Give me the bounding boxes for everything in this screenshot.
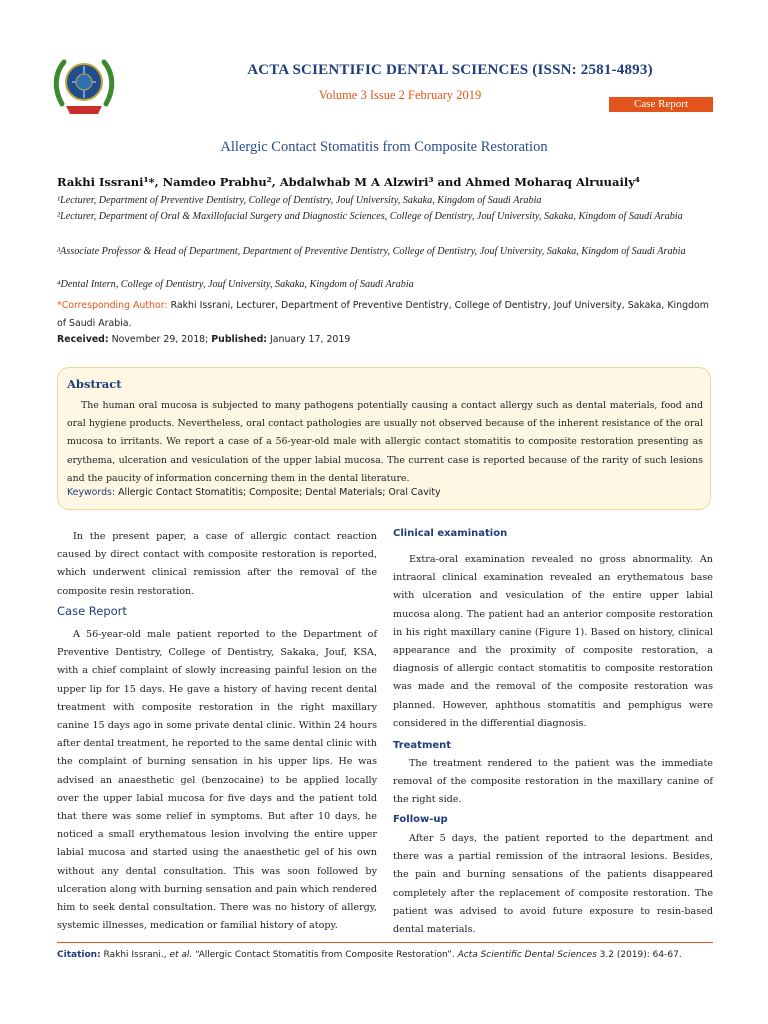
affiliation-4: ⁴Dental Intern, College of Dentistry, Jouf University, Sakaka, Kingdom of Saudi Arabia (57, 279, 414, 290)
corresponding-label: *Corresponding Author: (57, 300, 168, 311)
citation-ref: 3.2 (2019): 64-67. (599, 950, 682, 960)
treatment-text: The treatment rendered to the patient was the immediate removal of the composite restoration in the maxillary canine of the right side. (393, 758, 713, 806)
published-date: January 17, 2019 (270, 334, 351, 345)
intro-text: In the present paper, a case of allergic contact reaction caused by direct contact with composite restoration is reported, which underwent clinical remission after the removal of the composite resin restoration. (57, 531, 377, 597)
affiliation-1: ¹Lecturer, Department of Preventive Dentistry, College of Dentistry, Jouf University, Sakaka, Kingdom of Saudi Arabia (57, 195, 542, 206)
keywords-text: Allergic Contact Stomatitis; Composite; Dental Materials; Oral Cavity (118, 487, 441, 498)
dates-line (57, 334, 717, 345)
author-list: Rakhi Issrani¹*, Namdeo Prabhu², Abdalwhab M A Alzwiri³ and Ahmed Moharaq Alruuaily⁴ (57, 175, 640, 189)
clinical-paragraph (393, 551, 713, 733)
clinical-text: Extra-oral examination revealed no gross abnormality. An intraoral clinical examination revealed an erythematous base with ulceration and vesiculation of the entire upper labial mucosa along. The patient had an anterior composite restoration in his right maxillary canine (Figure 1). Based on history, clinical appearance and the proximity of composite restoration, a diagnosis of allergic contact stomatitis to composite restoration was made and the removal of the composite restoration was planned. However, aphthous stomatitis and pemphigus were considered in the differential diagnosis. (393, 554, 713, 729)
citation-etal: et al. (169, 950, 193, 960)
citation-authors: Rakhi Issrani., (103, 950, 167, 960)
followup-heading: Follow-up (393, 814, 448, 825)
followup-text: After 5 days, the patient reported to the department and there was a partial remission of the intraoral lesions. Besides, the pain and burning sensations of the patients disappeared completely after the replacement of composite restoration. The patient was advised to avoid future exposure to resin-based dental materials. (393, 833, 713, 936)
journal-title: ACTA SCIENTIFIC DENTAL SCIENCES (ISSN: 2581-4893) (247, 62, 653, 78)
published-label: Published: (211, 334, 268, 345)
treatment-paragraph (393, 755, 713, 810)
article-type-badge: Case Report (609, 97, 713, 112)
footer-rule (57, 942, 713, 943)
corresponding-author (57, 297, 717, 333)
citation-title: “Allergic Contact Stomatitis from Composite Restoration”. (195, 950, 455, 960)
citation (57, 950, 717, 960)
case-report-paragraph (57, 626, 377, 935)
case-report-heading: Case Report (57, 604, 127, 618)
intro-paragraph (57, 528, 377, 601)
corresponding-text: Rakhi Issrani, Lecturer, Department of Preventive Dentistry, College of Dentistry, Jouf University, Sakaka, Kingdom of Saudi Arabia. (57, 300, 709, 329)
received-label: Received: (57, 334, 109, 345)
followup-paragraph (393, 830, 713, 939)
abstract-heading: Abstract (67, 377, 122, 391)
volume-issue: Volume 3 Issue 2 February 2019 (318, 88, 482, 102)
received-date: November 29, 2018; (111, 334, 209, 345)
treatment-heading: Treatment (393, 740, 452, 751)
citation-journal: Acta Scientific Dental Sciences (457, 950, 597, 960)
affiliation-3: ³Associate Professor & Head of Department, Department of Preventive Dentistry, College of Dentistry, Jouf University, Sakaka, Kingdom of Saudi Arabia (57, 246, 686, 257)
keywords-label: Keywords: (67, 487, 116, 498)
article-title: Allergic Contact Stomatitis from Composite Restoration (220, 139, 548, 155)
citation-label: Citation: (57, 950, 101, 960)
keywords (67, 487, 703, 498)
case-report-text: A 56-year-old male patient reported to the Department of Preventive Dentistry, College of Dentistry, Sakaka, Jouf, KSA, with a chief complaint of slowly increasing painful lesion on the upper lip for 15 days. He gave a history of having recent dental treatment with composite restoration in the right maxillary canine 15 days ago in some private dental clinic. Within 24 hours after dental treatment, he reported to the same dental clinic with the complaint of burning sensation in his upper lips. He was advised an anaesthetic gel (benzocaine) to be applied locally over the upper labial mucosa for five days and the patient told that there was some relief in symptoms. But after 10 days, he noticed a small erythematous lesion involving the entire upper labial mucosa and started using the anaesthetic gel of his own without any dental consultation. This was soon followed by ulceration along with burning sensation and pain which rendered him to seek dental consultation. There was no history of allergy, systemic illnesses, medication or familial history of atopy. (57, 629, 377, 932)
abstract-text: The human oral mucosa is subjected to many pathogens potentially causing a contact allergy such as dental materials, food and oral hygiene products. Nevertheless, oral contact pathologies are usually not observed because of the inherent resistance of the oral mucosa to irritants. We report a case of a 56-year-old male with allergic contact stomatitis to composite restoration presenting as erythema, ulceration and vesiculation of the upper labial mucosa. The current case is reported because of the rarity of such lesions and the paucity of information concerning them in the dental literature. (67, 400, 703, 484)
journal-logo (52, 52, 116, 118)
clinical-heading: Clinical examination (393, 528, 508, 539)
affiliation-2: ²Lecturer, Department of Oral & Maxillofacial Surgery and Diagnostic Sciences, College of Dentistry, Jouf University, Sakaka, Kingdom of Saudi Arabia (57, 211, 683, 222)
